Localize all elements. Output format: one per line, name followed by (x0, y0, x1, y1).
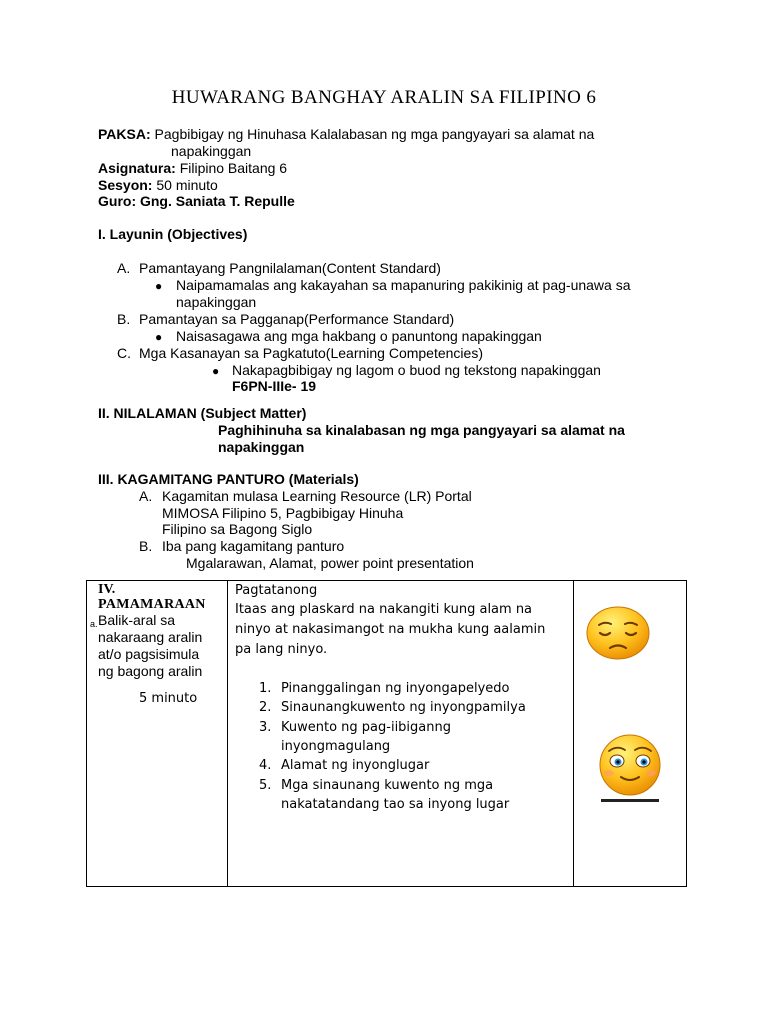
kagamitan-a-marker: A. (139, 488, 153, 504)
question-text: Mga sinaunang kuwento ng mga (281, 777, 494, 793)
kagamitan-heading: III. KAGAMITANG PANTURO (Materials) (98, 471, 359, 487)
procedure-number: IV. (98, 582, 116, 597)
other-materials: Iba pang kagamitang panturo (162, 538, 345, 554)
other-materials-detail: Mgalarawan, Alamat, power point presentation (186, 555, 474, 571)
content-standard: Pamantayang Pangnilalaman(Content Standard) (139, 260, 441, 276)
performance-standard: Pamantayan sa Pagganap(Performance Standard) (139, 311, 455, 327)
layunin-a-marker: A. (117, 260, 131, 276)
paksa-continuation: napakinggan (171, 143, 252, 159)
guro-line: Guro: Gng. Saniata T. Repulle (98, 193, 295, 209)
question-number: 3. (259, 719, 272, 735)
activity-instruction-line: Itaas ang plaskard na nakangiti kung alam na (235, 602, 533, 617)
materials-bagong-siglo: Filipino sa Bagong Siglo (162, 521, 313, 537)
asignatura-value: Filipino Baitang 6 (179, 160, 288, 176)
question-text: Sinaunangkuwento ng inyongpamilya (281, 700, 526, 716)
asignatura-line (98, 160, 287, 177)
activity-instruction-line: ninyo at nakasimangot na mukha kung aalamin (235, 622, 546, 637)
procedure-heading: PAMAMARAAN (98, 597, 206, 612)
nilalaman-heading: II. NILALAMAN (Subject Matter) (98, 405, 307, 421)
kagamitan-b-marker: B. (139, 538, 153, 554)
activity-heading: Pagtatanong (235, 583, 318, 598)
question-text: Pinanggalingan ng inyongapelyedo (281, 681, 510, 696)
sad-face-icon (585, 605, 651, 661)
learning-competencies: Mga Kasanayan sa Pagkatuto(Learning Competencies) (139, 345, 483, 361)
question-number: 4. (259, 758, 272, 774)
document-title: HUWARANG BANGHAY ARALIN SA FILIPINO 6 (171, 87, 597, 108)
time-allotment: 5 minuto (139, 691, 198, 706)
procedure-table (86, 580, 687, 887)
review-description-line: ng bagong aralin (98, 663, 203, 679)
asignatura-label: Asignatura: (98, 160, 176, 176)
review-description-line: Balik-aral sa (98, 612, 176, 628)
question-text: inyongmagulang (281, 738, 391, 754)
sesyon-label: Sesyon: (98, 177, 153, 193)
bullet-icon: ● (155, 279, 163, 293)
sesyon-value: 50 minuto (156, 177, 218, 193)
layunin-b-marker: B. (117, 311, 131, 327)
layunin-c-marker: C. (117, 345, 131, 361)
paksa-value: Pagbibigay ng Hinuhasa Kalalabasan ng mga pangyayari sa alamat na (154, 126, 595, 142)
bullet-icon: ● (212, 364, 220, 378)
materials-lr-portal: Kagamitan mulasa Learning Resource (LR) Portal (162, 488, 472, 504)
column-divider (227, 581, 228, 886)
review-description-line: nakaraang aralin (98, 629, 203, 645)
subject-matter-continued: napakinggan (218, 439, 305, 455)
subject-matter: Paghihinuha sa kinalabasan ng mga pangyayari sa alamat na (218, 422, 625, 438)
sesyon-line (98, 177, 218, 194)
question-number: 1. (259, 681, 272, 696)
layunin-heading: I. Layunin (Objectives) (98, 226, 248, 242)
smiling-face-icon (597, 733, 663, 803)
question-text: Alamat ng inyonglugar (281, 758, 430, 774)
question-text: Kuwento ng pag-iibiganng (281, 719, 451, 735)
review-description-line: at/o pagsisimula (98, 646, 200, 662)
materials-mimosa: MIMOSA Filipino 5, Pagbibigay Hinuha (162, 505, 404, 521)
question-number: 2. (259, 700, 272, 716)
question-text: nakatatandang tao sa inyong lugar (281, 796, 510, 812)
paksa-label: PAKSA: (98, 126, 151, 142)
performance-standard-detail: Naisasagawa ang mga hakbang o panuntong napakinggan (176, 328, 542, 344)
bullet-icon: ● (155, 330, 163, 344)
activity-instruction-line: pa lang ninyo. (235, 642, 328, 657)
content-standard-detail-continued: napakinggan (176, 294, 257, 310)
question-number: 5. (259, 777, 272, 793)
paksa-line (98, 126, 594, 143)
competency-detail: Nakapagbibigay ng lagom o buod ng tekstong napakinggan (232, 362, 601, 378)
content-standard-detail: Naipamamalas ang kakayahan sa mapanuring pakikinig at pag-unawa sa (176, 277, 631, 293)
procedure-item-marker: a. (90, 619, 98, 629)
column-divider (573, 581, 574, 886)
competency-code: F6PN-IIIe- 19 (232, 378, 317, 394)
